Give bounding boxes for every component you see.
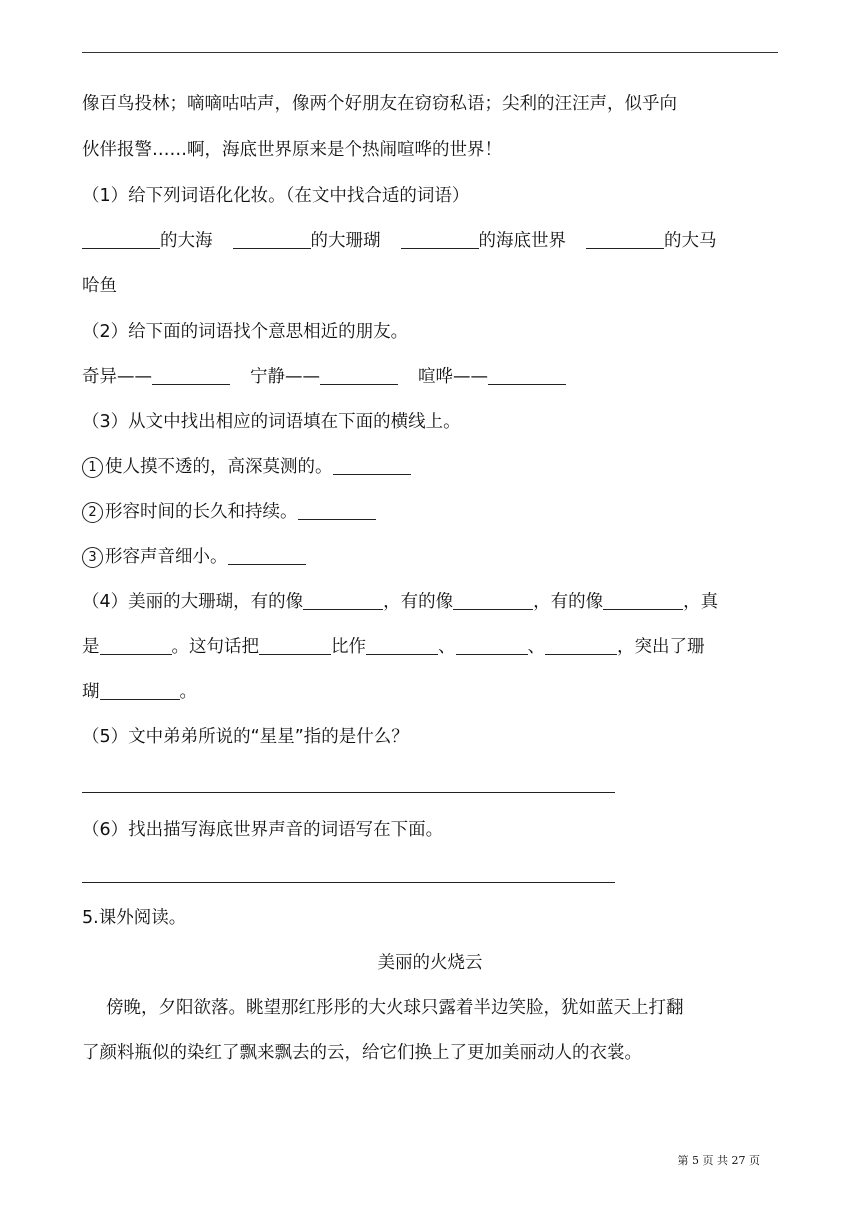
answer-blank[interactable]	[100, 682, 180, 700]
circled-number: 1	[82, 457, 103, 478]
answer-blank[interactable]	[488, 367, 566, 385]
story-text: 了颜料瓶似的染红了飘来飘去的云，给它们换上了更加美丽动人的衣裳。	[82, 1043, 642, 1063]
item-text: 使人摸不透的，高深莫测的。	[105, 457, 333, 477]
answer-blank[interactable]	[366, 637, 438, 655]
q4-text: 是	[82, 637, 100, 657]
question-1-prompt: （1）给下列词语化化妆。（在文中找合适的词语）	[82, 186, 470, 206]
answer-blank[interactable]	[603, 592, 683, 610]
section-heading: 5.课外阅读。	[82, 908, 187, 928]
circled-number: 2	[82, 502, 103, 523]
blank-suffix: 的大海	[160, 231, 213, 251]
blank-suffix: 的大马	[664, 231, 717, 251]
answer-blank[interactable]	[586, 231, 664, 249]
answer-blank[interactable]	[401, 231, 479, 249]
q4-text: 比作	[331, 637, 366, 657]
answer-blank[interactable]	[82, 231, 160, 249]
answer-blank[interactable]	[456, 637, 528, 655]
question-3-item-2	[82, 500, 778, 524]
item-text: 形容时间的长久和持续。	[105, 502, 298, 522]
question-3-item-1	[82, 455, 778, 479]
circled-number: 3	[82, 547, 103, 568]
blank-suffix: 的海底世界	[478, 231, 566, 251]
answer-blank[interactable]	[453, 592, 533, 610]
answer-blank[interactable]	[152, 367, 230, 385]
passage-line-2	[82, 138, 778, 162]
header-rule	[82, 52, 778, 53]
q4-text: ，真	[683, 592, 719, 612]
question-2-blanks	[82, 365, 778, 389]
answer-blank[interactable]	[320, 367, 398, 385]
q4-text: 。这句话把	[171, 637, 259, 657]
word-label: 喧哗——	[418, 367, 488, 387]
passage-line-1	[82, 92, 778, 116]
answer-blank[interactable]	[333, 457, 411, 475]
passage-text: 像百鸟投林；嘀嘀咕咕声，像两个好朋友在窃窃私语；尖利的汪汪声，似乎向	[82, 94, 677, 114]
word-label: 宁静——	[250, 367, 320, 387]
question-4-line-3	[82, 680, 778, 704]
q4-text: ，突出了珊	[617, 637, 705, 657]
q4-text: 、	[438, 637, 456, 657]
story-line-1	[106, 996, 778, 1020]
question-3-prompt: （3）从文中找出相应的词语填在下面的横线上。	[82, 412, 461, 432]
answer-blank[interactable]	[303, 592, 383, 610]
answer-blank[interactable]	[298, 502, 376, 520]
blank-suffix: 的大珊瑚	[310, 231, 381, 251]
word-label: 奇异——	[82, 367, 152, 387]
question-1-blanks	[82, 229, 778, 253]
passage-text: 伙伴报警……啊，海底世界原来是个热闹喧哗的世界！	[82, 140, 502, 160]
answer-blank[interactable]	[545, 637, 617, 655]
question-1-wrap: 哈鱼	[82, 276, 117, 296]
item-text: 形容声音细小。	[105, 547, 228, 567]
question-4-line-2	[82, 635, 778, 659]
q4-text: （4）美丽的大珊瑚，有的像	[82, 592, 304, 612]
q4-text: ，有的像	[533, 592, 604, 612]
q4-text: 。	[179, 682, 197, 702]
answer-line[interactable]	[82, 882, 615, 883]
story-line-2	[82, 1041, 778, 1065]
question-5-prompt: （5）文中弟弟所说的“星星”指的是什么？	[82, 727, 409, 747]
answer-blank[interactable]	[100, 637, 172, 655]
answer-blank[interactable]	[233, 231, 311, 249]
answer-blank[interactable]	[228, 547, 306, 565]
story-title: 美丽的火烧云	[377, 953, 483, 973]
question-4-line-1	[82, 590, 778, 614]
answer-line[interactable]	[82, 792, 615, 793]
q4-text: ，有的像	[383, 592, 454, 612]
q4-text: 、	[527, 637, 545, 657]
page-footer: 第 5 页 共 27 页	[677, 1154, 760, 1167]
question-2-prompt: （2）给下面的词语找个意思相近的朋友。	[82, 322, 409, 342]
answer-blank[interactable]	[259, 637, 331, 655]
q4-text: 瑚	[82, 682, 100, 702]
question-3-item-3	[82, 545, 778, 569]
question-6-prompt: （6）找出描写海底世界声音的词语写在下面。	[82, 820, 444, 840]
story-text: 傍晚，夕阳欲落。眺望那红彤彤的大火球只露着半边笑脸，犹如蓝天上打翻	[106, 998, 684, 1018]
